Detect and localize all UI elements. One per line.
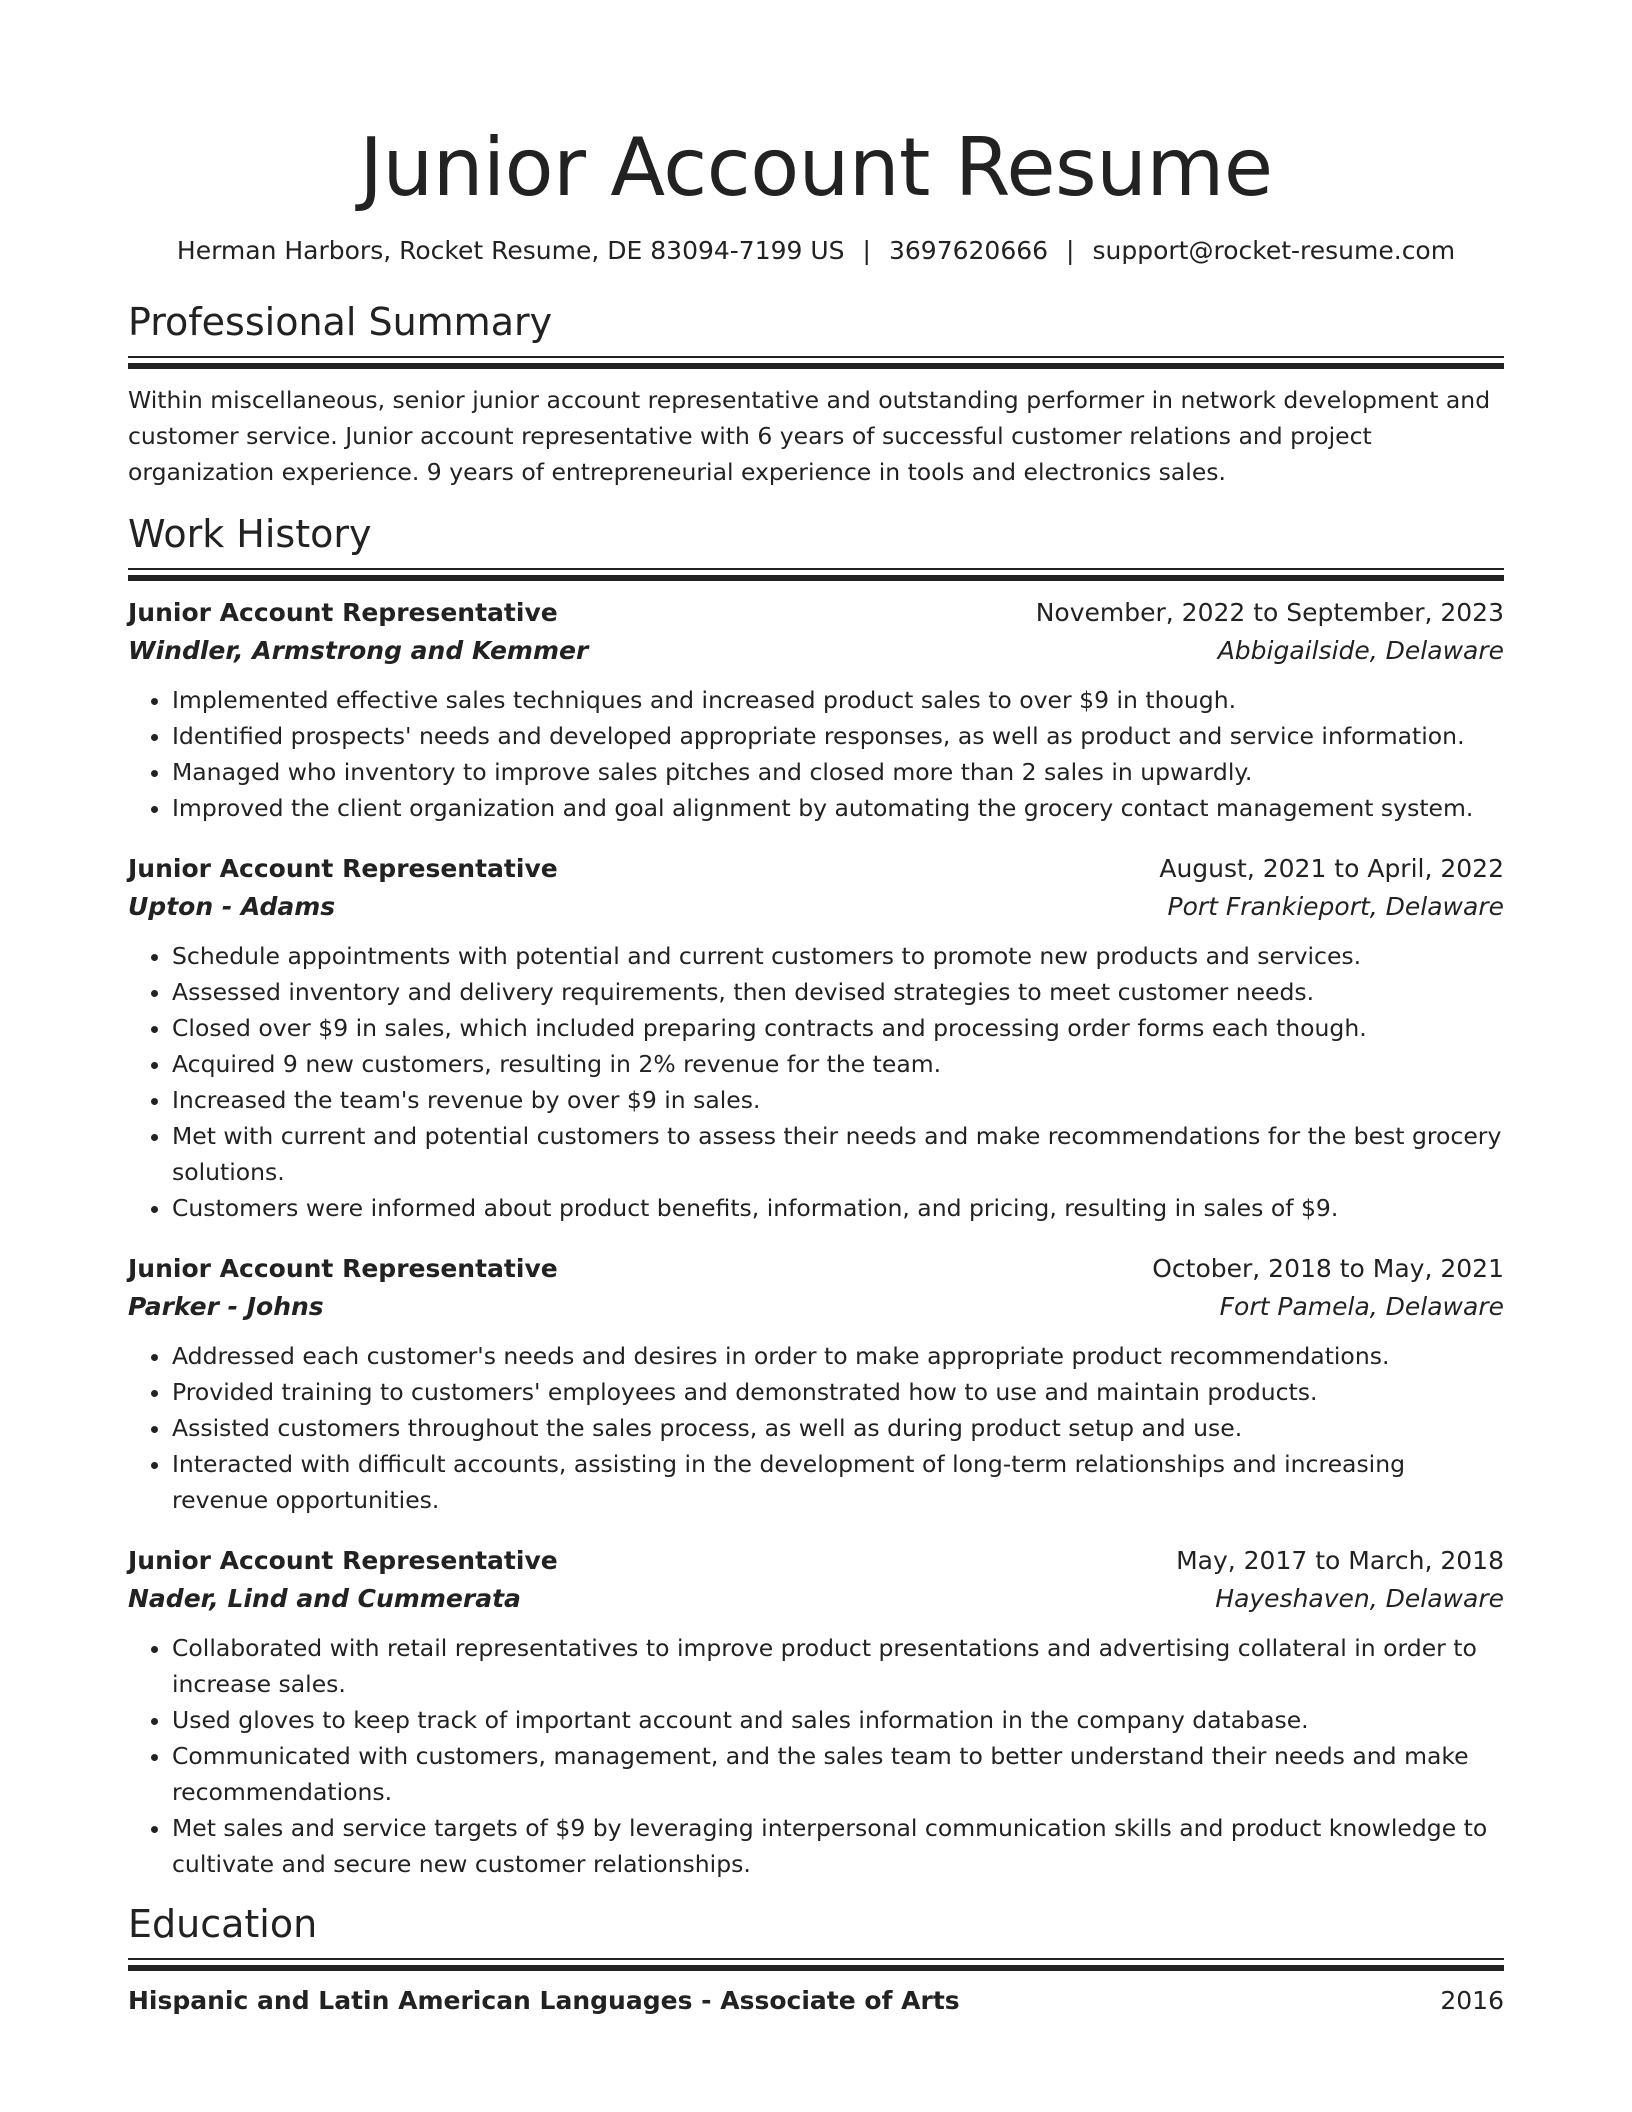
job-bullet: • Customers were informed about product benefits, information, and pricing, resulting in sales of $9.	[172, 1190, 1504, 1226]
job-bullet: • Assessed inventory and delivery requirements, then devised strategies to meet customer needs.	[172, 974, 1504, 1010]
job-entry	[128, 1542, 1504, 1882]
job-title: Junior Account Representative	[128, 1254, 558, 1283]
job-bullet: • Schedule appointments with potential and current customers to promote new products and services.	[172, 938, 1504, 974]
job-employer-row	[128, 632, 1504, 670]
education-year: 2016	[1440, 1986, 1504, 2015]
job-bullet: • Provided training to customers' employees and demonstrated how to use and maintain products.	[172, 1374, 1504, 1410]
job-employer-row	[128, 888, 1504, 926]
section-heading-summary: Professional Summary	[128, 300, 553, 344]
section-heading-education: Education	[128, 1902, 318, 1946]
job-header-row	[128, 1542, 1504, 1580]
job-employer-row	[128, 1580, 1504, 1618]
job-entry	[128, 1250, 1504, 1518]
job-bullet: • Interacted with difficult accounts, assisting in the development of long-term relationships and increasing revenue opportunities.	[172, 1446, 1504, 1518]
contact-address: Herman Harbors, Rocket Resume, DE 83094-7199 US	[176, 236, 845, 265]
job-bullet-list	[128, 1630, 1504, 1882]
job-location: Hayeshaven, Delaware	[1215, 1584, 1504, 1613]
job-bullet: • Implemented effective sales techniques and increased product sales to over $9 in though.	[172, 682, 1504, 718]
contact-separator: |	[1066, 236, 1075, 265]
job-location: Fort Pamela, Delaware	[1219, 1292, 1504, 1321]
job-bullet-list	[128, 682, 1504, 826]
job-company: Parker - Johns	[128, 1292, 324, 1321]
job-location: Port Frankieport, Delaware	[1167, 892, 1504, 921]
job-company: Nader, Lind and Cummerata	[128, 1584, 521, 1613]
job-bullet: • Collaborated with retail representatives to improve product presentations and advertising collateral in order to increase sales.	[172, 1630, 1504, 1702]
job-bullet: • Addressed each customer's needs and desires in order to make appropriate product recommendations.	[172, 1338, 1504, 1374]
resume-title: Junior Account Resume	[359, 121, 1273, 214]
job-company: Upton - Adams	[128, 892, 336, 921]
section-divider	[128, 356, 1504, 368]
summary-text: Within miscellaneous, senior junior account representative and outstanding performer in network development and customer service. Junior account representative with 6 years of successful customer relations and project organization experience. 9 years of entrepreneurial experience in tools and electronics sales.	[128, 386, 1491, 486]
contact-email: support@rocket-resume.com	[1092, 236, 1456, 265]
job-dates: October, 2018 to May, 2021	[1152, 1254, 1504, 1283]
job-bullet: • Communicated with customers, management, and the sales team to better understand their needs and make recommendations.	[172, 1738, 1504, 1810]
job-dates: August, 2021 to April, 2022	[1159, 854, 1504, 883]
job-bullet: • Closed over $9 in sales, which included preparing contracts and processing order forms each though.	[172, 1010, 1504, 1046]
job-title: Junior Account Representative	[128, 598, 558, 627]
job-bullet-list	[128, 938, 1504, 1226]
job-entry	[128, 594, 1504, 826]
job-bullet: • Managed who inventory to improve sales pitches and closed more than 2 sales in upwardly.	[172, 754, 1504, 790]
job-bullet: • Increased the team's revenue by over $9 in sales.	[172, 1082, 1504, 1118]
education-degree: Hispanic and Latin American Languages - Associate of Arts	[128, 1986, 960, 2015]
job-bullet: • Acquired 9 new customers, resulting in 2% revenue for the team.	[172, 1046, 1504, 1082]
contact-line	[128, 234, 1504, 268]
job-bullet: • Improved the client organization and goal alignment by automating the grocery contact management system.	[172, 790, 1504, 826]
contact-phone: 3697620666	[888, 236, 1049, 265]
section-divider	[128, 568, 1504, 580]
job-dates: May, 2017 to March, 2018	[1176, 1546, 1504, 1575]
job-header-row	[128, 594, 1504, 632]
job-bullet: • Identified prospects' needs and developed appropriate responses, as well as product and service information.	[172, 718, 1504, 754]
summary-section	[128, 298, 1504, 490]
job-header-row	[128, 850, 1504, 888]
job-title: Junior Account Representative	[128, 1546, 558, 1575]
job-bullet: • Met sales and service targets of $9 by leveraging interpersonal communication skills and product knowledge to cultivate and secure new customer relationships.	[172, 1810, 1504, 1882]
job-bullet: • Used gloves to keep track of important account and sales information in the company database.	[172, 1702, 1504, 1738]
job-location: Abbigailside, Delaware	[1217, 636, 1504, 665]
section-heading-work-history: Work History	[128, 512, 372, 556]
job-dates: November, 2022 to September, 2023	[1035, 598, 1504, 627]
job-title: Junior Account Representative	[128, 854, 558, 883]
section-divider	[128, 1958, 1504, 1970]
job-entry	[128, 850, 1504, 1226]
job-employer-row	[128, 1288, 1504, 1326]
education-section	[128, 1900, 1504, 2020]
education-entry	[128, 1982, 1504, 2020]
work-history-section	[128, 510, 1504, 1882]
job-header-row	[128, 1250, 1504, 1288]
job-bullet: • Met with current and potential customers to assess their needs and make recommendations for the best grocery solutions.	[172, 1118, 1504, 1190]
job-bullet-list	[128, 1338, 1504, 1518]
job-company: Windler, Armstrong and Kemmer	[128, 636, 589, 665]
job-bullet: • Assisted customers throughout the sales process, as well as during product setup and use.	[172, 1410, 1504, 1446]
contact-separator: |	[862, 236, 871, 265]
